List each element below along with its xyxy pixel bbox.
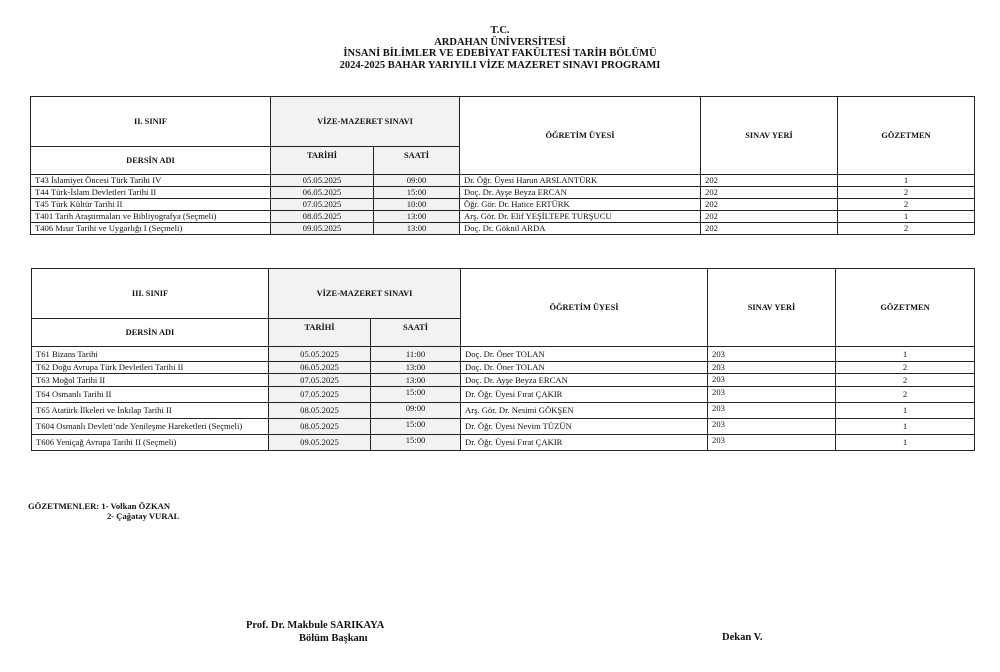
- room-cell: 203: [708, 435, 836, 451]
- proctor-cell: 1: [836, 403, 975, 419]
- course-cell: T64 Osmanlı Tarihi II: [32, 387, 269, 403]
- dean-signature: Dekan V.: [722, 632, 763, 643]
- table-row: [32, 347, 975, 362]
- time-cell: 09:00: [374, 175, 460, 187]
- exam-group-header: VİZE-MAZERET SINAVI: [269, 269, 461, 319]
- table-row: [31, 199, 975, 211]
- time-cell: 15:00: [371, 387, 461, 403]
- table-row: [32, 419, 975, 435]
- proctor-cell: 2: [838, 223, 975, 235]
- proctor-header: GÖZETMEN: [838, 97, 975, 175]
- date-cell: 08.05.2025: [269, 403, 371, 419]
- department-head-signature: [246, 619, 384, 645]
- header-tc: T.C.: [490, 25, 510, 36]
- instructor-cell: Doç. Dr. Öner TOLAN: [461, 347, 708, 362]
- room-cell: 202: [701, 223, 838, 235]
- instructor-cell: Öğr. Gör. Dr. Hatice ERTÜRK: [460, 199, 701, 211]
- date-cell: 06.05.2025: [271, 187, 374, 199]
- time-cell: 10:00: [374, 199, 460, 211]
- date-header: TARİHİ: [269, 319, 371, 347]
- instructor-header: ÖĞRETİM ÜYESİ: [461, 269, 708, 347]
- exam-table-class-2: [30, 96, 975, 235]
- course-cell: T63 Moğol Tarihi II: [32, 374, 269, 387]
- instructor-header: ÖĞRETİM ÜYESİ: [460, 97, 701, 175]
- date-cell: 09.05.2025: [271, 223, 374, 235]
- proctor-cell: 2: [836, 374, 975, 387]
- instructor-cell: Dr. Öğr. Üyesi Fırat ÇAKIR: [461, 435, 708, 451]
- exam-table-class-3: [31, 268, 975, 451]
- instructor-cell: Dr. Öğr. Üyesi Harun ARSLANTÜRK: [460, 175, 701, 187]
- time-header: SAATİ: [371, 319, 461, 347]
- proctor-header: GÖZETMEN: [836, 269, 975, 347]
- date-cell: 06.05.2025: [269, 362, 371, 374]
- supervisors-block: [28, 501, 179, 521]
- room-cell: 203: [708, 362, 836, 374]
- date-header: TARİHİ: [271, 147, 374, 175]
- department-head-title: Bölüm Başkanı: [299, 633, 368, 644]
- department-head-name: Prof. Dr. Makbule SARIKAYA: [246, 620, 385, 631]
- proctor-cell: 2: [838, 199, 975, 211]
- header-program-title: 2024-2025 BAHAR YARIYILI VİZE MAZERET SINAVI PROGRAMI: [339, 59, 661, 71]
- time-cell: 11:00: [371, 347, 461, 362]
- course-cell: T45 Türk Kültür Tarihi II: [31, 199, 271, 211]
- time-cell: 13:00: [371, 374, 461, 387]
- course-cell: T65 Atatürk İlkeleri ve İnkılap Tarihi II: [32, 403, 269, 419]
- date-cell: 09.05.2025: [269, 435, 371, 451]
- proctor-cell: 2: [836, 362, 975, 374]
- room-header: SINAV YERİ: [708, 269, 836, 347]
- room-header: SINAV YERİ: [701, 97, 838, 175]
- room-cell: 203: [708, 347, 836, 362]
- table-row: [31, 211, 975, 223]
- supervisor-2: 2- Çağatay VURAL: [107, 511, 180, 521]
- time-cell: 09:00: [371, 403, 461, 419]
- date-cell: 05.05.2025: [271, 175, 374, 187]
- header-university: ARDAHAN ÜNİVERSİTESİ: [434, 36, 566, 48]
- table-row: [31, 187, 975, 199]
- room-cell: 203: [708, 387, 836, 403]
- course-cell: T62 Doğu Avrupa Türk Devletleri Tarihi II: [32, 362, 269, 374]
- proctor-cell: 1: [838, 211, 975, 223]
- proctor-cell: 2: [836, 387, 975, 403]
- instructor-cell: Doç. Dr. Öner TOLAN: [461, 362, 708, 374]
- exam-group-header: VİZE-MAZERET SINAVI: [271, 97, 460, 147]
- date-cell: 07.05.2025: [269, 374, 371, 387]
- course-cell: T401 Tarih Araştırmaları ve Bibliyografya (Seçmeli): [31, 211, 271, 223]
- document-header: [0, 25, 1000, 71]
- proctor-cell: 2: [838, 187, 975, 199]
- proctor-cell: 1: [836, 347, 975, 362]
- proctor-cell: 1: [838, 175, 975, 187]
- header-faculty: İNSANİ BİLİMLER VE EDEBİYAT FAKÜLTESİ TARİH BÖLÜMÜ: [343, 48, 657, 59]
- proctor-cell: 1: [836, 419, 975, 435]
- instructor-cell: Doç. Dr. Ayşe Beyza ERCAN: [460, 187, 701, 199]
- table-row: [32, 403, 975, 419]
- time-cell: 13:00: [374, 211, 460, 223]
- instructor-cell: Dr. Öğr. Üyesi Fırat ÇAKIR: [461, 387, 708, 403]
- time-cell: 15:00: [371, 419, 461, 435]
- course-header: DERSİN ADI: [32, 319, 269, 347]
- course-header: DERSİN ADI: [31, 147, 271, 175]
- table-row: [32, 387, 975, 403]
- table-row: [32, 362, 975, 374]
- course-cell: T604 Osmanlı Devleti’nde Yenileşme Hareketleri (Seçmeli): [32, 419, 269, 435]
- date-cell: 08.05.2025: [271, 211, 374, 223]
- date-cell: 07.05.2025: [271, 199, 374, 211]
- time-cell: 15:00: [374, 187, 460, 199]
- room-cell: 202: [701, 187, 838, 199]
- table-row: [31, 223, 975, 235]
- class-label: III. SINIF: [32, 269, 269, 319]
- date-cell: 08.05.2025: [269, 419, 371, 435]
- instructor-cell: Arş. Gör. Dr. Nesimi GÖKŞEN: [461, 403, 708, 419]
- time-header: SAATİ: [374, 147, 460, 175]
- supervisors-label: GÖZETMENLER:: [28, 501, 100, 511]
- course-cell: T606 Yeniçağ Avrupa Tarihi II (Seçmeli): [32, 435, 269, 451]
- table-row: [32, 374, 975, 387]
- course-cell: T43 İslamiyet Öncesi Türk Tarihi IV: [31, 175, 271, 187]
- room-cell: 203: [708, 374, 836, 387]
- time-cell: 13:00: [374, 223, 460, 235]
- date-cell: 07.05.2025: [269, 387, 371, 403]
- proctor-cell: 1: [836, 435, 975, 451]
- table-row: [31, 175, 975, 187]
- course-cell: T44 Türk-İslam Devletleri Tarihi II: [31, 187, 271, 199]
- time-cell: 15:00: [371, 435, 461, 451]
- time-cell: 13:00: [371, 362, 461, 374]
- date-cell: 05.05.2025: [269, 347, 371, 362]
- room-cell: 203: [708, 419, 836, 435]
- instructor-cell: Doç. Dr. Göknil ARDA: [460, 223, 701, 235]
- supervisor-1: 1- Volkan ÖZKAN: [101, 501, 171, 511]
- room-cell: 203: [708, 403, 836, 419]
- instructor-cell: Doç. Dr. Ayşe Beyza ERCAN: [461, 374, 708, 387]
- room-cell: 202: [701, 175, 838, 187]
- course-cell: T61 Bizans Tarihi: [32, 347, 269, 362]
- class-label: II. SINIF: [31, 97, 271, 147]
- room-cell: 202: [701, 211, 838, 223]
- table-row: [32, 435, 975, 451]
- room-cell: 202: [701, 199, 838, 211]
- course-cell: T406 Mısır Tarihi ve Uygarlığı I (Seçmeli): [31, 223, 271, 235]
- instructor-cell: Arş. Gör. Dr. Elif YEŞİLTEPE TURŞUCU: [460, 211, 701, 223]
- instructor-cell: Dr. Öğr. Üyesi Nevim TÜZÜN: [461, 419, 708, 435]
